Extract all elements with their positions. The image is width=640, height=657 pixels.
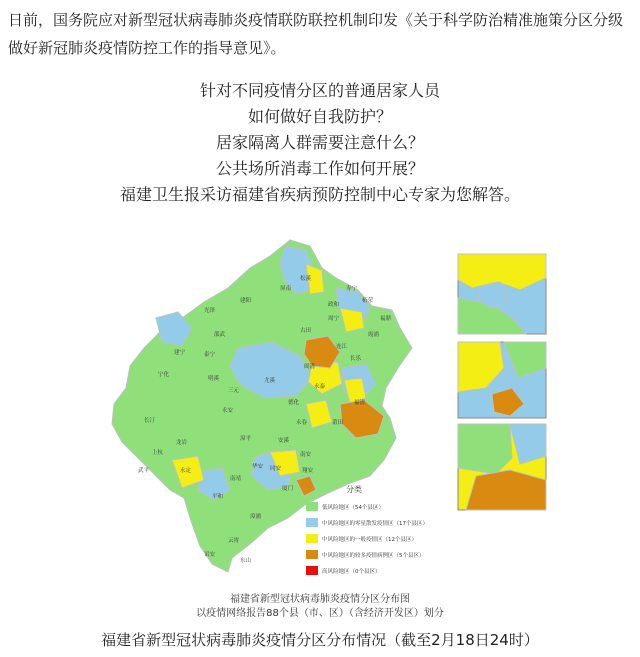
county-label: 尤溪	[264, 378, 276, 384]
legend-swatch-low	[306, 502, 318, 511]
county-label: 东山	[240, 558, 252, 564]
fujian-map	[100, 228, 550, 620]
question-line-2: 如何做好自我防护？	[247, 107, 392, 126]
county-label: 政和	[328, 302, 340, 308]
county-label: 平和	[212, 494, 224, 500]
county-label: 光泽	[204, 308, 216, 314]
legend-title: 分类	[346, 485, 362, 494]
county-label: 永定	[180, 468, 192, 474]
intro-paragraph: 日前，国务院应对新型冠状病毒肺炎疫情联防联控机制印发《关于科学防治精准施策分区分级做好新冠肺炎疫情防控工作的指导意见》。	[8, 11, 624, 57]
county-label: 明溪	[208, 376, 220, 382]
county-label: 周宁	[328, 316, 340, 322]
county-label: 安溪	[278, 438, 290, 444]
map-caption-subtitle: 以疫情网络报告88个县（市、区）（含经济开发区）划分	[196, 608, 444, 619]
county-label: 柘荣	[362, 298, 374, 304]
county-label: 松溪	[300, 276, 312, 282]
question-line-1: 针对不同疫情分区的普通居家人员	[199, 81, 440, 100]
county-label: 永春	[296, 420, 308, 426]
inset-map-putian	[458, 342, 546, 418]
county-label: 长汀	[144, 418, 156, 424]
county-label: 福清	[354, 400, 366, 406]
county-label: 长乐	[350, 356, 362, 362]
county-label: 翔安	[302, 468, 314, 474]
county-label: 南安	[300, 452, 312, 458]
county-label: 永安	[222, 408, 234, 414]
county-label: 寿宁	[346, 286, 358, 292]
county-label: 武平	[138, 468, 150, 474]
question-line-4: 公共场所消毒工作如何开展？	[215, 159, 424, 178]
county-label: 华安	[252, 464, 264, 470]
county-label: 永泰	[314, 384, 326, 390]
question-line-3: 居家隔离人群需要注意什么？	[215, 133, 424, 152]
county-label: 泰宁	[204, 352, 216, 358]
county-label: 同安	[270, 466, 282, 472]
county-label: 龙岩	[176, 440, 188, 446]
map-legend	[306, 484, 428, 575]
legend-label-general: 中风险地区的一般疫情区（12个县区）	[322, 537, 417, 543]
county-label: 南靖	[230, 476, 242, 482]
legend-swatch-many	[306, 550, 318, 559]
county-label: 屏南	[280, 286, 292, 292]
county-label: 霞浦	[368, 332, 380, 338]
legend-swatch-general	[306, 534, 318, 543]
legend-label-low: 低风险地区（54个县区）	[322, 505, 384, 511]
county-label: 德化	[288, 400, 300, 406]
legend-label-high: 高风险地区（0个县区）	[322, 569, 381, 575]
county-label: 建宁	[174, 350, 186, 356]
county-label: 莆田	[332, 420, 344, 426]
question-line-5: 福建卫生报采访福建省疾病预防控制中心专家为您解答。	[119, 185, 520, 204]
legend-swatch-high	[306, 566, 318, 575]
county-label: 厦门	[282, 486, 294, 492]
county-label: 古田	[300, 328, 312, 334]
county-label: 邵武	[214, 332, 226, 338]
county-label: 漳平	[240, 436, 252, 442]
map-caption-title: 福建省新型冠状病毒肺炎疫情分区分布图	[230, 594, 410, 605]
county-label: 三元	[228, 388, 240, 394]
inset-map-xiamen	[458, 424, 546, 510]
inset-map-fuzhou	[458, 254, 546, 334]
county-label: 连江	[336, 344, 348, 350]
county-label: 建阳	[240, 298, 252, 304]
county-label: 宁化	[158, 372, 170, 378]
fujian-map-figure	[100, 228, 550, 620]
county-label: 福鼎	[380, 316, 392, 322]
county-label: 闽清	[304, 364, 316, 370]
county-label: 诏安	[204, 552, 216, 558]
county-label: 云霄	[228, 538, 240, 544]
bottom-caption: 福建省新型冠状病毒肺炎疫情分区分布情况（截至2月18日24时）	[101, 631, 539, 649]
county-label: 上杭	[152, 450, 164, 456]
legend-swatch-sporadic	[306, 518, 318, 527]
legend-label-sporadic: 中风险地区的零星散发疫情区（17个县区）	[322, 521, 428, 527]
county-label: 漳浦	[250, 514, 262, 520]
legend-label-many: 中风险地区的较多疫情病例区（5个县区）	[322, 553, 425, 559]
